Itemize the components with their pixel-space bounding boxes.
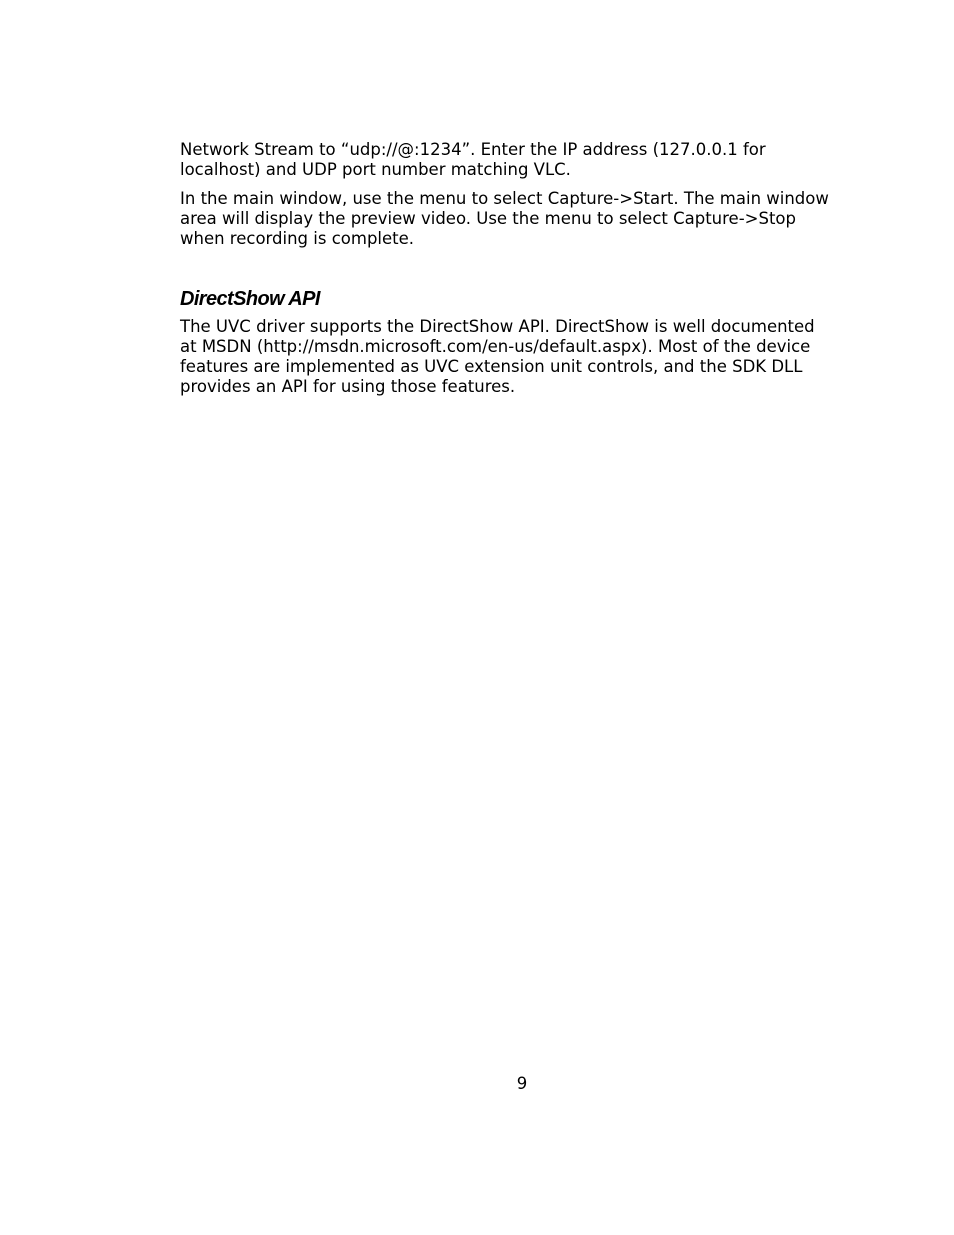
paragraph-line: area will display the preview video. Use the menu to select Capture->Stop [180, 209, 796, 228]
paragraph-capture-instructions [180, 189, 870, 249]
paragraph-line: features are implemented as UVC extension unit controls, and the SDK DLL [180, 357, 803, 376]
paragraph-line: In the main window, use the menu to select Capture->Start. The main window [180, 189, 829, 208]
paragraph-line: The UVC driver supports the DirectShow API. DirectShow is well documented [180, 317, 815, 336]
paragraph-network-stream [180, 140, 870, 180]
page-number: 9 [516, 1074, 528, 1093]
section-heading-directshow-api: DirectShow API [180, 288, 320, 310]
paragraph-line: localhost) and UDP port number matching VLC. [180, 160, 571, 179]
paragraph-line: when recording is complete. [180, 229, 415, 248]
page-content [180, 140, 870, 397]
paragraph-directshow-description [180, 317, 870, 397]
paragraph-line: provides an API for using those features. [180, 377, 516, 396]
paragraph-line: Network Stream to “udp://@:1234”. Enter the IP address (127.0.0.1 for [180, 140, 766, 159]
paragraph-line: at MSDN (http://msdn.microsoft.com/en-us/default.aspx). Most of the device [180, 337, 811, 356]
